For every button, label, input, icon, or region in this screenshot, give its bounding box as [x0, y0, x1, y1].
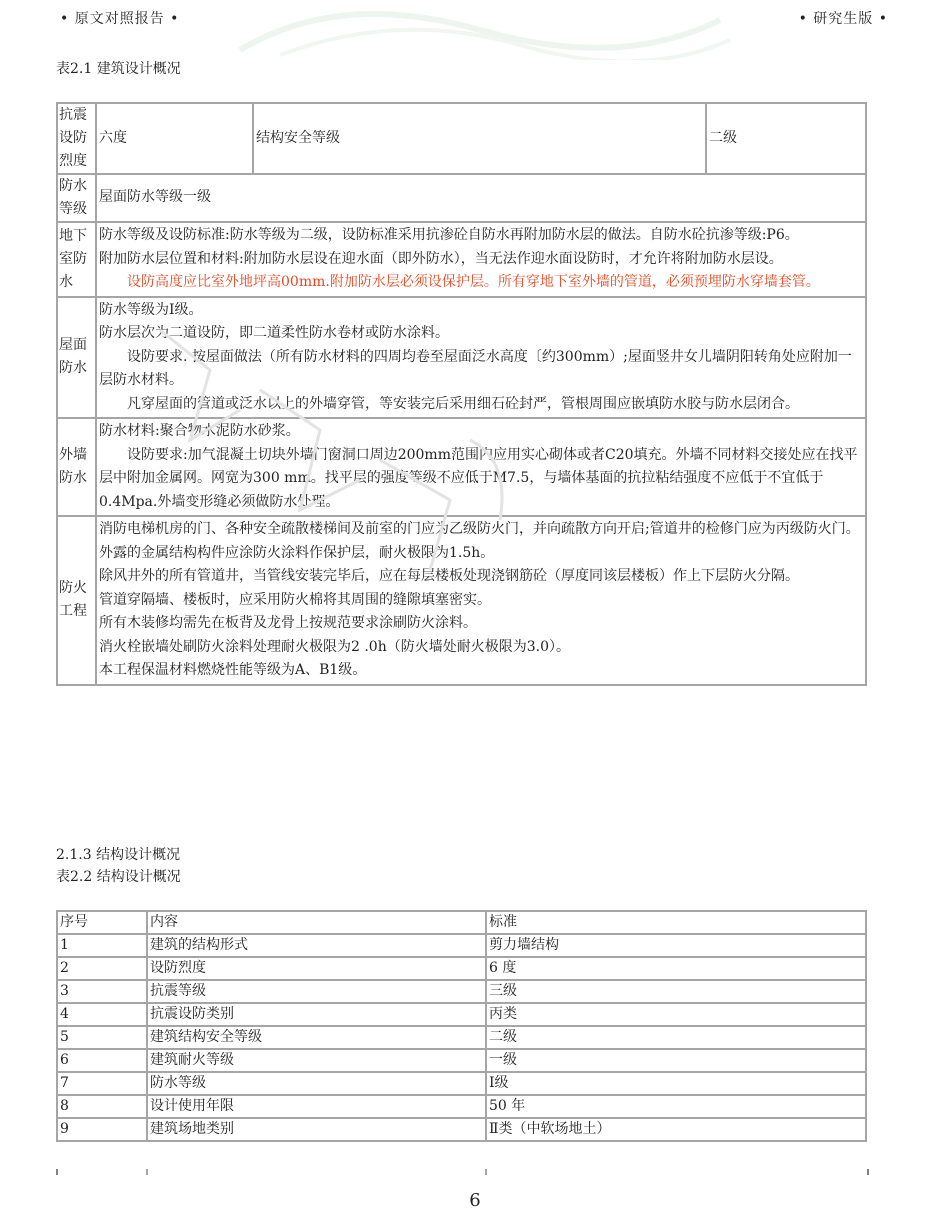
paragraph: 本工程保温材料燃烧性能等级为A、B1级。	[99, 662, 367, 678]
section-heading: 2.1.3 结构设计概况	[56, 847, 181, 863]
table-row	[57, 980, 866, 1003]
cell-index: 4	[57, 1003, 147, 1026]
cell-content	[96, 297, 866, 419]
paragraph: 消防电梯机房的门、各种安全疏散楼梯间及前室的门应为乙级防火门，并向疏散方向开启;管道井的检修门应为丙级防火门。	[99, 521, 860, 537]
paragraph: 管道穿隔墙、楼板时，应采用防火棉将其周围的缝隙填塞密实。	[99, 591, 491, 608]
cell-index: 2	[57, 957, 147, 980]
red-paragraph: 设防高度应比室外地坪高00mm.附加防水层必须设保护层。所有穿地下室外墙的管道，必须预埋防水穿墙套管。	[127, 274, 820, 290]
page-number: 6	[469, 1190, 481, 1211]
header-left: • 原文对照报告 •	[60, 11, 180, 27]
cell-index: 3	[57, 980, 147, 1003]
cell-standard: 丙类	[486, 1003, 866, 1026]
cell-index: 1	[57, 934, 147, 957]
cell-standard: 剪力墙结构	[486, 934, 866, 957]
table-row	[57, 1026, 866, 1049]
cell-index: 9	[57, 1118, 147, 1141]
column-header: 内容	[147, 911, 486, 934]
paragraph: 所有木装修均需先在板背及龙骨上按规范要求涂刷防火涂料。	[99, 615, 477, 631]
cell-value: 屋面防水等级一级	[96, 174, 866, 222]
cell-standard: 6 度	[486, 957, 866, 980]
table-row	[57, 174, 866, 222]
cell-content	[96, 222, 866, 297]
cell-item: 设计使用年限	[147, 1095, 486, 1118]
paragraph: 防水材料:聚合物水泥防水砂浆。	[99, 423, 300, 439]
cell-standard: 二级	[486, 1026, 866, 1049]
paragraph: 设防要求:加气混凝土切块外墙门窗洞口周边200mm范围内应用实心砌体或者C20填充。外墙不同材料交接处应在找平层中附加金属网。网宽为300 mm。找平层的强度等级不应低于M7.5，与墙体基面的抗拉粘结强度不应低于不宜低于0.4Mpa.外墙变形缝必须做防水处理。	[99, 446, 858, 510]
paragraph: 凡穿屋面的管道或泛水以上的外墙穿管，等安装完后采用细石砼封严，管根周围应嵌填防水胶与防水层闭合。	[127, 395, 799, 412]
cell-item: 设防烈度	[147, 957, 486, 980]
table-header-row	[57, 911, 866, 934]
table-continuation	[56, 1169, 869, 1175]
cell-standard: 一级	[486, 1049, 866, 1072]
cell-label: 结构安全等级	[253, 103, 706, 174]
table-row	[57, 1118, 866, 1141]
table-row	[57, 418, 866, 516]
cell-index: 7	[57, 1072, 147, 1095]
paragraph: 消火栓嵌墙处刷防火涂料处理耐火极限为2 .0h（防火墙处耐火极限为3.0）。	[99, 638, 570, 655]
cell-item: 建筑场地类别	[147, 1118, 486, 1141]
column-header: 序号	[57, 911, 147, 934]
paragraph: 设防要求. 按屋面做法（所有防水材料的四周均卷至屋面泛水高度〔约300mm）;屋面竖井女儿墙阴阳转角处应附加一层防水材料。	[99, 348, 852, 388]
row-label: 防火工程	[57, 516, 96, 685]
cell-index: 8	[57, 1095, 147, 1118]
cell-content	[96, 516, 866, 685]
table-row	[57, 222, 866, 297]
cell-item: 抗震等级	[147, 980, 486, 1003]
header-watermark	[220, 0, 740, 60]
table-2-1-caption: 表2.1 建筑设计概况	[56, 61, 181, 77]
cell-item: 抗震设防类别	[147, 1003, 486, 1026]
table-row	[57, 1049, 866, 1072]
paragraph: 附加防水层位置和材料:附加防水层设在迎水面（即外防水），当无法作迎水面设防时，才允许将附加防水层设。	[99, 250, 783, 267]
cell-value: 六度	[96, 103, 253, 174]
cell-item: 建筑耐火等级	[147, 1049, 486, 1072]
table-row	[57, 1095, 866, 1118]
paragraph: 防水等级为Ⅰ级。	[99, 301, 203, 318]
row-label: 屋面防水	[57, 297, 96, 419]
paragraph: 除风井外的所有管道井，当管线安装完毕后，应在每层楼板处现浇钢筋砼（厚度同该层楼板）作上下层防火分隔。	[99, 568, 799, 584]
cell-value: 二级	[706, 103, 866, 174]
cell-item: 建筑的结构形式	[147, 934, 486, 957]
header-right: • 研究生版 •	[798, 11, 888, 27]
paragraph: 防水等级及设防标准:防水等级为二级，设防标准采用抗渗砼自防水再附加防水层的做法。自防水砼抗渗等级:P6。	[99, 227, 799, 243]
cell-index: 6	[57, 1049, 147, 1072]
table-row	[57, 1072, 866, 1095]
table-2-2-caption: 表2.2 结构设计概况	[56, 869, 181, 885]
cell-standard: 三级	[486, 980, 866, 1003]
paragraph: 防水层次为二道设防，即二道柔性防水卷材或防水涂料。	[99, 325, 449, 341]
table-row	[57, 957, 866, 980]
cell-standard: 50 年	[486, 1095, 866, 1118]
structure-design-table	[56, 910, 867, 1142]
cell-index: 5	[57, 1026, 147, 1049]
table-row	[57, 103, 866, 174]
column-header: 标准	[486, 911, 866, 934]
table-row	[57, 516, 866, 685]
cell-standard: Ⅱ类（中软场地土）	[486, 1118, 866, 1141]
row-label: 抗震设防烈度	[57, 103, 96, 174]
row-label: 防水等级	[57, 174, 96, 222]
table-row	[57, 934, 866, 957]
building-design-table	[56, 102, 867, 686]
row-label: 外墙防水	[57, 418, 96, 516]
paragraph: 外露的金属结构构件应涂防火涂料作保护层，耐火极限为1.5h。	[99, 544, 495, 561]
table-row	[57, 1003, 866, 1026]
table-row	[57, 297, 866, 419]
row-label: 地下室防水	[57, 222, 96, 297]
cell-standard: Ⅰ级	[486, 1072, 866, 1095]
cell-item: 建筑结构安全等级	[147, 1026, 486, 1049]
cell-item: 防水等级	[147, 1072, 486, 1095]
cell-content	[96, 418, 866, 516]
